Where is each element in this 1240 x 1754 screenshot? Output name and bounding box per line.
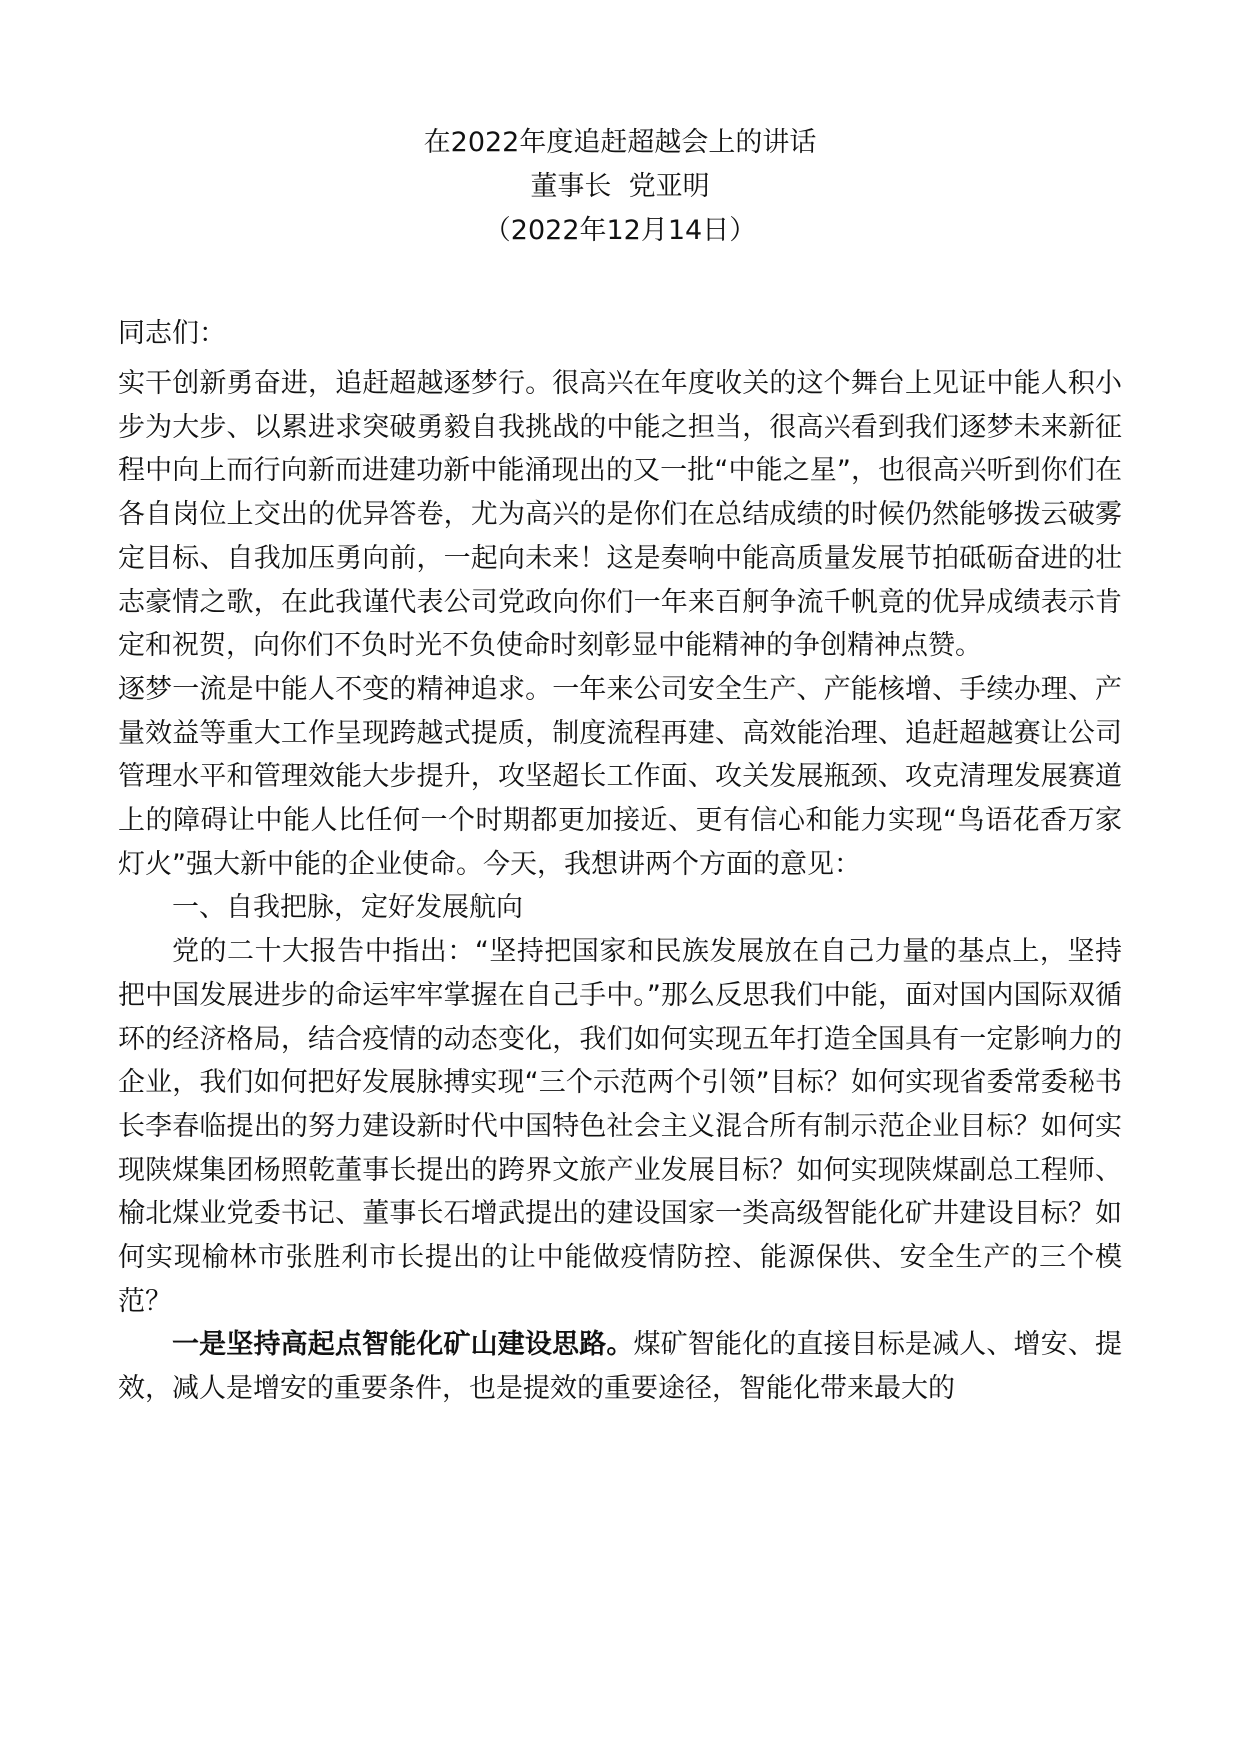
greeting: 同志们：: [118, 318, 226, 349]
section-heading: [118, 886, 1122, 930]
document-header: [0, 121, 1240, 253]
section-heading-text: 一、自我把脉，定好发展航向: [172, 892, 523, 924]
document-title: 在2022年度追赶超越会上的讲话: [423, 127, 817, 158]
paragraph-text: 逐梦一流是中能人不变的精神追求。一年来公司安全生产、产能核增、手续办理、产量效益等重大工作呈现跨越式提质，制度流程再建、高效能治理、追赶超越赛让公司管理水平和管理效能大步提升，攻坚超长工作面、攻关发展瓶颈、攻克清理发展赛道上的障碍让中能人比任何一个时期都更加接近、更有信心和能力实现“鸟语花香万家灯火”强大新中能的企业使命。今天，我想讲两个方面的意见：: [118, 673, 1122, 880]
paragraph-text: 实干创新勇奋进，追赶超越逐梦行。很高兴在年度收关的这个舞台上见证中能人积小步为大步、以累进求突破勇毅自我挑战的中能之担当，很高兴看到我们逐梦未来新征程中向上而行向新而进建功新中能涌现出的又一批“中能之星”，也很高兴听到你们在各自岗位上交出的优异答卷，尤为高兴的是你们在总结成绩的时候仍然能够拨云破雾定目标、自我加压勇向前，一起向未来！这是奏响中能高质量发展节拍砥砺奋进的壮志豪情之歌，在此我谨代表公司党政向你们一年来百舸争流千帆竟的优异成绩表示肯定和祝贺，向你们不负时光不负使命时刻彰显中能精神的争创精神点赞。: [118, 368, 1122, 662]
paragraph-goals: [118, 668, 1122, 887]
speech-date: （2022年12月14日）: [483, 215, 757, 246]
paragraph-text: 煤矿智能化的直接目标是减人、增安、提效，减人是增安的重要条件，也是提效的重要途径，智能化带来最大的: [118, 1329, 1122, 1405]
document-body: [118, 362, 1122, 1411]
speaker-line: 董事长 党亚明: [530, 171, 710, 202]
paragraph-opening: [118, 362, 1122, 668]
paragraph-report: [118, 930, 1122, 1323]
point-lead: 一是坚持高起点智能化矿山建设思路。: [172, 1329, 634, 1361]
paragraph-text: 党的二十大报告中指出：“坚持把国家和民族发展放在自己力量的基点上，坚持把中国发展进步的命运牢牢掌握在自己手中。”那么反思我们中能，面对国内国际双循环的经济格局，结合疫情的动态变化，我们如何实现五年打造全国具有一定影响力的企业，我们如何把好发展脉搏实现“三个示范两个引领”目标？如何实现省委常委秘书长李春临提出的努力建设新时代中国特色社会主义混合所有制示范企业目标？如何实现陕煤集团杨照乾董事长提出的跨界文旅产业发展目标？如何实现陕煤副总工程师、榆北煤业党委书记、董事长石增武提出的建设国家一类高级智能化矿井建设目标？如何实现榆林市张胜利市长提出的让中能做疫情防控、能源保供、安全生产的三个模范？: [118, 936, 1122, 1317]
paragraph-point-one: [118, 1323, 1122, 1410]
